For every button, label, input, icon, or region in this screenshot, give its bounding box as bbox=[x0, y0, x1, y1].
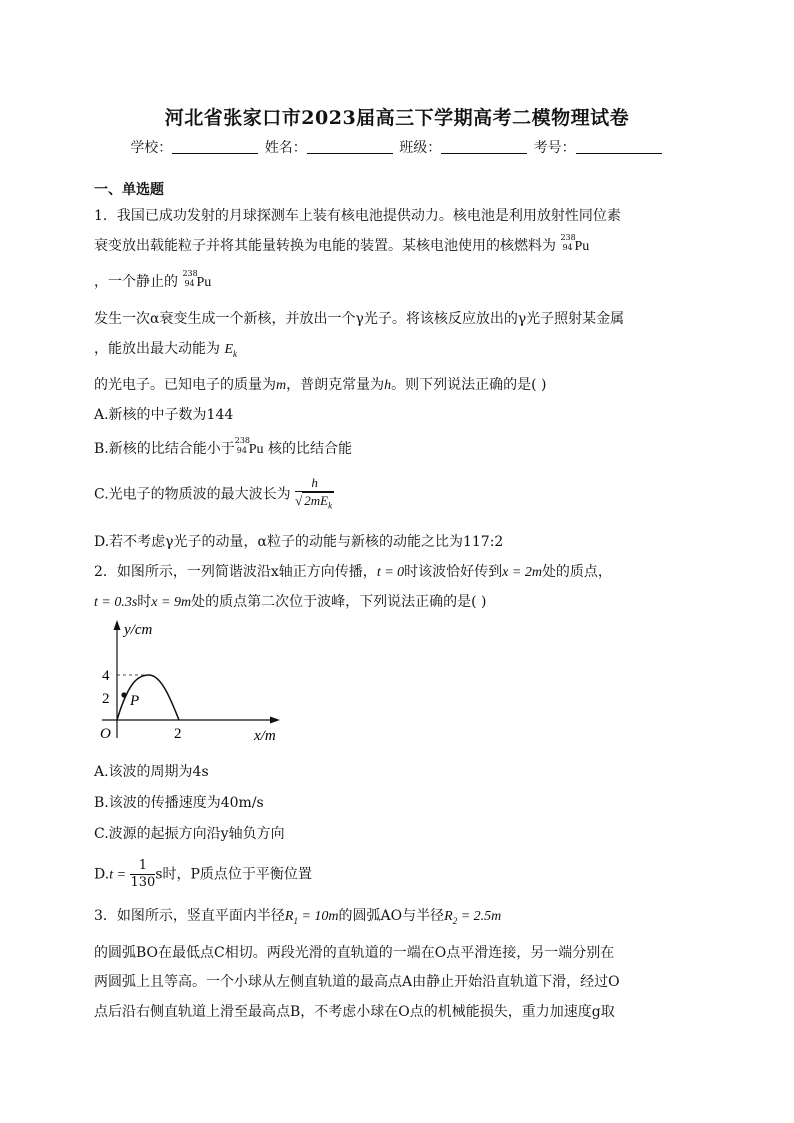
q2-t03: t = 0.3s bbox=[94, 595, 138, 610]
q2-line-1 bbox=[94, 562, 612, 583]
q1-line-4: 发生一次α衰变生成一个新核，并放出一个γ光子。将该核反应放出的γ光子照射某金属 bbox=[94, 311, 625, 327]
q1-option-d[interactable]: D.若不考虑γ光子的动量，α粒子的动能与新核的动能之比为117:2 bbox=[94, 534, 504, 550]
q1-option-b[interactable] bbox=[94, 437, 352, 460]
exam-title: 河北省张家口市2023届高三下学期高考二模物理试卷 bbox=[164, 107, 630, 129]
exam-number-field[interactable] bbox=[576, 139, 662, 154]
planck-symbol: h bbox=[384, 378, 392, 393]
q1-line-6-text-b: ，普朗克常量为 bbox=[286, 377, 385, 393]
q2-option-a[interactable]: A.该波的周期为4s bbox=[94, 764, 209, 780]
q2-x2: x = 2m bbox=[502, 565, 542, 580]
q2-option-d[interactable] bbox=[94, 858, 312, 891]
q1-line-6-text-a: 的光电子。已知电子的质量为 bbox=[94, 377, 276, 393]
wavelength-fraction: $\frac{h}{√ 2mE_k}$ bbox=[295, 475, 334, 514]
r1-value: = 10m bbox=[297, 909, 339, 924]
q1-line-5 bbox=[94, 339, 237, 364]
q2-option-d-unit: s bbox=[155, 866, 163, 883]
q1-line-1: 1．我国已成功发射的月球探测车上装有核电池提供动力。核电池是利用放射性同位素 bbox=[94, 208, 621, 224]
q2-option-b[interactable]: B.该波的传播速度为40m/s bbox=[94, 795, 264, 811]
q3-line-3: 两圆弧上且等高。一个小球从左侧直轨道的最高点A由静止开始沿直轨道下滑，经过O bbox=[94, 974, 620, 990]
time-fraction: $\frac{1}{130}$ bbox=[130, 858, 156, 890]
class-field[interactable] bbox=[441, 139, 527, 154]
point-p bbox=[121, 692, 126, 697]
class-label: 班级： bbox=[399, 140, 442, 156]
student-info-row bbox=[0, 137, 794, 157]
name-label: 姓名： bbox=[264, 140, 307, 156]
q3-line-1-text-b: 的圆弧AO与半径 bbox=[338, 908, 445, 924]
q1-option-b-text: B.新核的比结合能小于 bbox=[94, 441, 235, 457]
q1-line-2-text: 衰变放出载能粒子并将其能量转换为电能的装置。某核电池使用的核燃料为 bbox=[94, 238, 556, 254]
pu-symbol: Pu bbox=[574, 239, 590, 254]
mass-symbol: m bbox=[276, 378, 287, 393]
school-field[interactable] bbox=[172, 139, 258, 154]
x-tick-2: 2 bbox=[174, 726, 182, 742]
pu-nuclide-2: 238 94 bbox=[182, 269, 198, 288]
q2-line-2-text-b: 处的质点第二次位于波峰，下列说法正确的是( ) bbox=[191, 594, 487, 610]
pu-nuclide: 238 94 bbox=[560, 233, 576, 252]
exam-number-label: 考号： bbox=[533, 140, 576, 156]
q1-option-c-text: C.光电子的物质波的最大波长为 bbox=[94, 486, 291, 503]
q3-line-4: 点后沿右侧直轨道上滑至最高点B，不考虑小球在O点的机械能损失，重力加速度g取 bbox=[94, 1004, 615, 1020]
q1-line-6 bbox=[94, 375, 547, 396]
q1-line-6-text-c: 。则下列说法正确的是( ) bbox=[391, 377, 547, 393]
q2-t0: t = 0 bbox=[376, 565, 405, 580]
x-axis-label: x/m bbox=[254, 728, 276, 744]
q3-line-1-text-a: 3．如图所示，竖直平面内半径 bbox=[94, 908, 285, 924]
pu-nuclide-3: 238 94 bbox=[234, 436, 251, 455]
q3-line-1 bbox=[94, 906, 501, 931]
q1-line-5-text: ，能放出最大动能为 bbox=[94, 341, 220, 357]
q2-option-c[interactable]: C.波源的起振方向沿y轴负方向 bbox=[94, 826, 285, 842]
wave-figure bbox=[94, 618, 294, 748]
q1-line-3-text: ，一个静止的 bbox=[94, 274, 178, 290]
q3-line-2: 的圆弧BO在最低点C相切。两段光滑的直轨道的一端在O点平滑连接，另一端分别在 bbox=[94, 945, 615, 961]
r2-value: = 2.5m bbox=[457, 909, 502, 924]
q2-option-d-prefix: D. bbox=[94, 866, 110, 883]
x-axis-arrow bbox=[270, 717, 280, 724]
q2-x9: x = 9m bbox=[151, 595, 192, 610]
q1-option-b-text-2: 核的比结合能 bbox=[268, 441, 352, 457]
pu-symbol-2: Pu bbox=[196, 275, 212, 290]
q2-option-d-t: t = bbox=[109, 867, 127, 883]
section-heading: 一、单选题 bbox=[94, 182, 164, 198]
q2-line-2-text-a: 时 bbox=[137, 594, 152, 610]
q2-line-2 bbox=[94, 592, 486, 613]
q2-line-1-text-a: 2．如图所示，一列简谐波沿x轴正方向传播， bbox=[94, 564, 377, 580]
school-label: 学校： bbox=[130, 140, 173, 156]
q1-line-2 bbox=[94, 234, 589, 257]
pu-symbol-3: Pu bbox=[248, 442, 264, 457]
point-p-label: P bbox=[130, 693, 140, 709]
q1-option-c[interactable] bbox=[94, 475, 334, 514]
origin-label: O bbox=[100, 726, 111, 742]
wave-curve bbox=[117, 675, 179, 720]
q1-option-a[interactable]: A.新核的中子数为144 bbox=[94, 407, 234, 423]
ek-symbol: $E_k$ bbox=[224, 342, 238, 359]
y-axis-label: y/cm bbox=[124, 622, 153, 638]
q2-line-1-text-b: 时该波恰好传到 bbox=[404, 564, 503, 580]
q2-line-1-text-c: 处的质点， bbox=[541, 564, 612, 580]
y-tick-4: 4 bbox=[102, 668, 110, 684]
r2-symbol: $R_2$ bbox=[444, 909, 458, 926]
q2-option-d-text: 时，P质点位于平衡位置 bbox=[162, 866, 312, 883]
name-field[interactable] bbox=[307, 139, 393, 154]
y-axis-arrow bbox=[114, 620, 121, 630]
r1-symbol: $R_1$ bbox=[284, 909, 298, 926]
y-tick-2: 2 bbox=[102, 691, 110, 707]
q1-line-3 bbox=[94, 270, 211, 293]
